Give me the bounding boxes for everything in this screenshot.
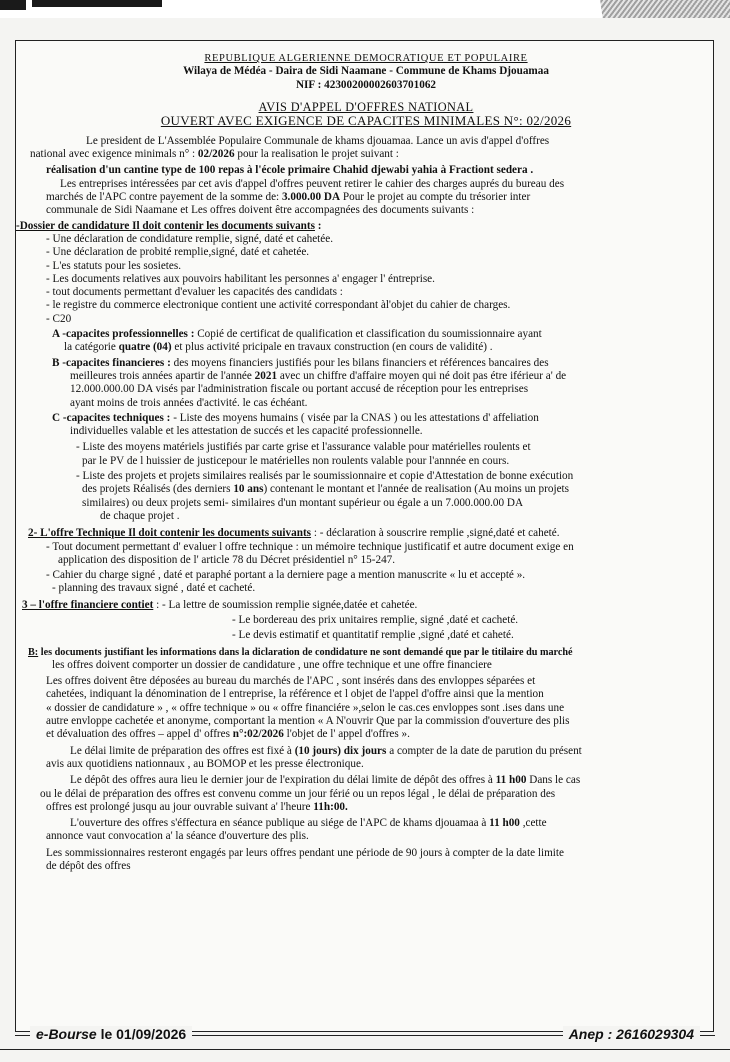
list-item: - L'es statuts pour les sosietes. <box>46 259 182 272</box>
technical-offer: - Tout document permettant d' evaluer l offre technique : un mémoire technique justificatif et autre document exige en <box>46 540 574 553</box>
body-line: Les sommissionnaires resteront engagés par leurs offres pendant une période de 90 jours à compter de la date limite <box>46 846 564 859</box>
capacity-c: - Liste des moyens matériels justifiés par carte grise et l'assurance valable pour matérielles roulents et <box>76 441 531 454</box>
body-line: avis aux quotidiens nationnaux , au BOMOP et les presse électronique. <box>46 757 364 770</box>
technical-offer: 2- L'offre Technique Il doit contenir les documents suivants : - déclaration à souscrire remplie ,signé,daté et caheté. <box>28 527 560 540</box>
body-line: ou le délai de préparation des offres est convenu comme un jour férié ou un repos légal , le délai de préparation des <box>40 787 556 800</box>
technical-offer: - planning des travaux signé , daté et cacheté. <box>52 582 256 595</box>
capacity-c: C -capacites techniques : - Liste des moyens humains ( visée par la CNAS ) ou les attestations d' affeliation <box>52 411 539 424</box>
notice-footer <box>0 1022 730 1044</box>
section-b: B: les documents justifiant les informations dans la diclaration de condidature ne sont demandé que par le titilaire du marché <box>28 646 573 658</box>
list-item: - Une déclaration de condidature remplie, signé, daté et cahetée. <box>46 232 334 245</box>
technical-offer: application des disposition de l' article 78 du Décret présidentiel n° 15-247. <box>58 553 396 566</box>
body-line: « dossier de candidature » , « offre technique » ou « offre financiére »,selon le cas.ces envloppes sont .ises dans une <box>46 701 565 714</box>
notice-subtitle: OUVERT AVEC EXIGENCE DE CAPACITES MINIMALES N°: 02/2026 <box>160 112 572 128</box>
banner-stripes <box>597 0 730 18</box>
body-line: et dévaluation des offres – appel d' offres n°:02/2026 l'objet de l' appel d'offres ». <box>46 728 410 741</box>
capacity-b: 12.000.000.00 DA visés par l'administration fiscale ou portant accusé de réception pour les entreprises <box>70 383 529 396</box>
section-b: les offres doivent comporter un dossier de candidature , une offre technique et une offre financiere <box>52 658 492 671</box>
dossier-heading: -Dossier de candidature Il doit contenir les documents suivants : <box>16 219 322 232</box>
capacity-a: A -capacites professionnelles : Copié de certificat de qualification et classification du soumissionnaire ayant <box>52 328 542 341</box>
banner-block <box>32 0 162 7</box>
list-item: - Les documents relatives aux pouvoirs habilitant les personnes a' engager l' éntreprise. <box>46 272 435 285</box>
bottom-rule <box>0 1049 730 1050</box>
body-line: Les offres doivent être déposées au bureau du marchés de l'APC , sont insérés dans des envloppes séparées et <box>46 675 536 688</box>
capacity-b: meilleures trois années apartir de l'année 2021 avec un chiffre d'affaire moyen qui né doit pas étre iférieur a' de <box>70 369 567 382</box>
capacity-c: similaires) ou deux projets semi- similaires d'un montant supérieur ou égale a un 7.000.000.00 DA <box>82 496 524 509</box>
technical-offer: - Cahier du charge signé , daté et paraphé portant a la derniere page a mention manuscrite « lu et accepté ». <box>46 569 526 582</box>
body-line: L'ouverture des offres s'éffectura en séance publique au siége de l'APC de khams djouamaa à 11 h00 ,cette <box>70 817 547 830</box>
intro-line: national avec exigence minimals n° : 02/2026 pour la realisation le projet suivant : <box>30 148 399 161</box>
notice-content <box>16 50 716 873</box>
intro-line: Le president de L'Assemblée Populaire Communale de khams djouamaa. Lance un avis d'appel d'offres <box>86 134 550 147</box>
body-line: Les entreprises intéressées par cet avis d'appel d'offres peuvent retirer le cahier des charges auprés du bureau des <box>60 177 565 190</box>
financial-offer: - Le bordereau des prix unitaires remplie, signé ,daté et cacheté. <box>232 613 519 626</box>
body-line: cahetées, indiquant la dénomination de l entreprise, la référence et l objet de l'appel d'offre ainsi que la mention <box>46 688 544 701</box>
body-line: communale de Sidi Naamane et Les offres doivent être accompagnées des documents suivants : <box>46 204 475 217</box>
republic-header: REPUBLIQUE ALGERIENNE DEMOCRATIQUE ET POPULAIRE <box>204 53 528 64</box>
top-banner <box>0 0 730 18</box>
capacity-c: des projets Réalisés (des derniers 10 ans) contenant le montant et l'année de realisation (Au moins un projets <box>82 483 570 496</box>
notice-title: AVIS D'APPEL D'OFFRES NATIONAL <box>258 99 474 114</box>
capacity-c: de chaque projet . <box>100 509 180 522</box>
list-item: - Une déclaration de probité remplie,signé, daté et cahetée. <box>46 246 310 259</box>
body-line: annonce vaut convocation a' la séance d'ouverture des plis. <box>46 830 309 843</box>
capacity-b: ayant moins de trois années d'activité. le cas échéant. <box>70 396 308 409</box>
body-line: de dépôt des offres <box>46 860 131 873</box>
body-line: autre envloppe cachetée et anonyme, comportant la mention « A N'ouvrir Que par la commission d'ouverture des plis <box>46 715 570 728</box>
body-line: marchés de l'APC contre payement de la somme de: 3.000.00 DA Pour le projet au compte du trésorier inter <box>46 191 531 204</box>
financial-offer: 3 – l'offre financiere contiet : - La lettre de soumission remplie signée,datée et cahetée. <box>22 598 418 611</box>
capacity-c: par le PV de l huissier de justicepour le matérielles non roulents valable pour l'annnée en cours. <box>82 454 510 467</box>
list-item: - tout documents permettant d'evaluer les capacités des candidats : <box>46 286 343 299</box>
capacity-c: - Liste des projets et projets similaires realisés par le soumissionnaire et copie d'Attestation de bonne exécution <box>76 470 574 483</box>
nif-header: NIF : 42300200002603701062 <box>295 78 437 91</box>
footer-anep: Anep : 2616029304 <box>563 1026 700 1042</box>
footer-source: e-Bourse le 01/09/2026 <box>30 1026 192 1042</box>
financial-offer: - Le devis estimatif et quantitatif remplie ,signé ,daté et caheté. <box>232 629 514 642</box>
banner-block <box>0 0 26 10</box>
project-title: réalisation d'un cantine type de 100 repas à l'école primaire Chahid djewabi yahia à Fractiont sedera . <box>46 164 534 177</box>
body-line: Le dépôt des offres aura lieu le dernier jour de l'expiration du délai limite de dépôt des offres à 11 h00 Dans le cas <box>70 774 581 787</box>
list-item: - le registre du commerce electronique contient une activité correspondant àl'objet du cahier de charges. <box>46 299 511 312</box>
capacity-a: la catégorie quatre (04) et plus activité pricipale en travaux construction (en cours de validité) . <box>64 341 493 354</box>
body-line: Le délai limite de préparation des offres est fixé à (10 jours) dix jours a compter de la date de parution du présent <box>70 744 582 757</box>
body-line: offres est prolongé jusqu au jour ouvrable suivant a' l'heure 11h:00. <box>46 800 348 813</box>
wilaya-header: Wilaya de Médéa - Daira de Sidi Naamane - Commune de Khams Djouamaa <box>183 65 549 78</box>
list-item: - C20 <box>46 312 72 325</box>
capacity-c: individuelles valable et les attestation de succés et les capacité professionnelle. <box>70 425 423 438</box>
capacity-b: B -capacites financieres : des moyens financiers justifiés pour les bilans financiers et références bancaires des <box>52 356 549 369</box>
